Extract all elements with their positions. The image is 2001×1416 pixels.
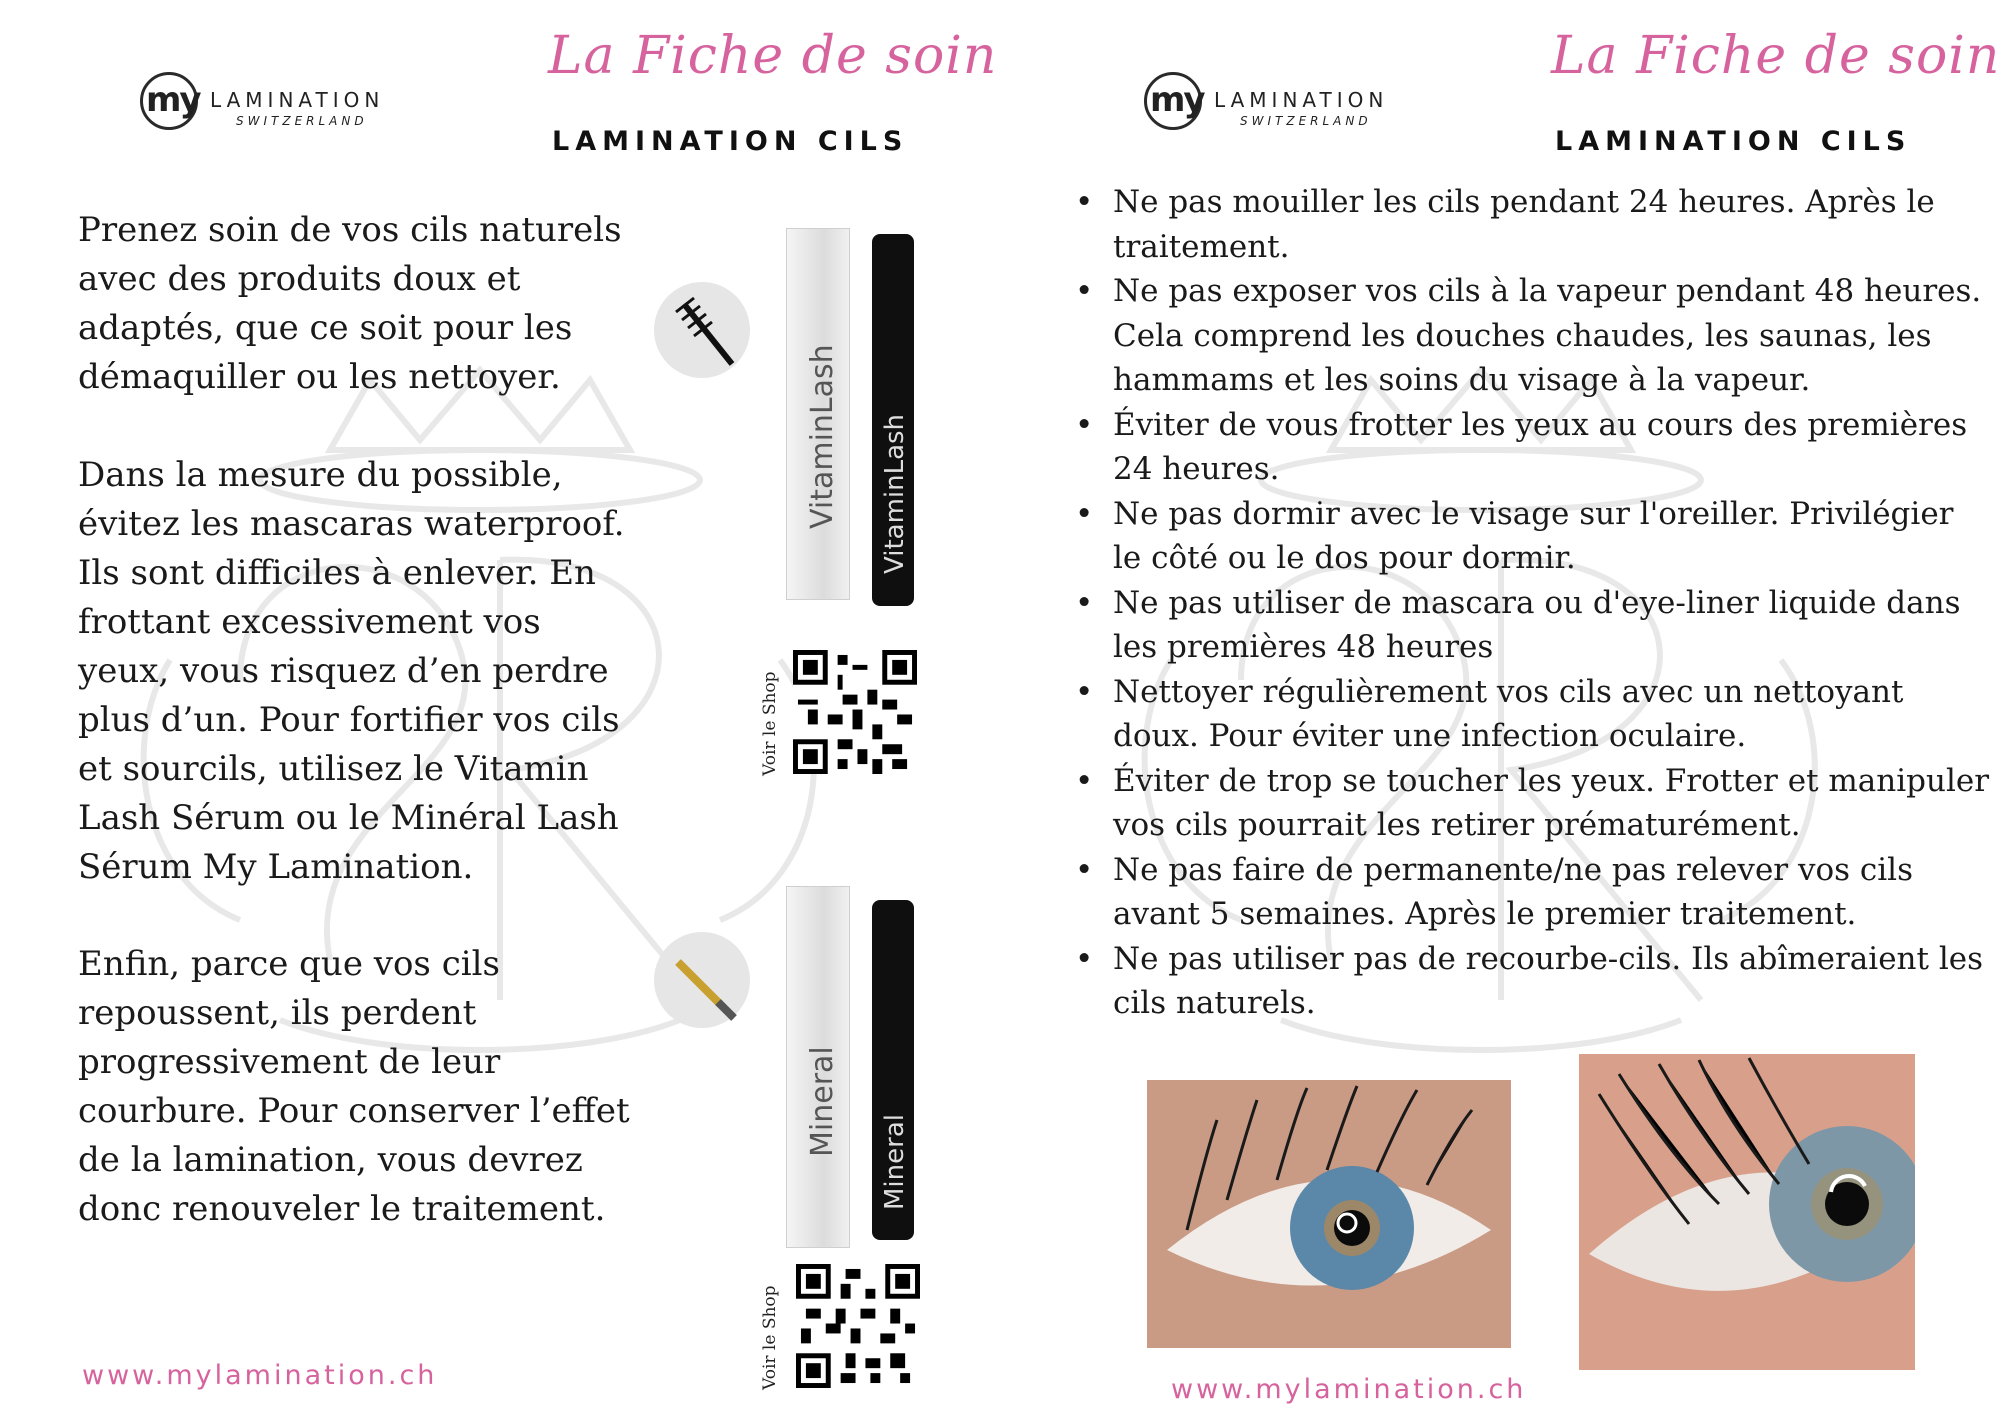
mascara-brush-image (654, 282, 750, 378)
page-title: La Fiche de soin (548, 26, 998, 86)
list-item: • Ne pas utiliser pas de recourbe-cils. Ils abîmeraient les cils naturels. (1101, 937, 1991, 1026)
care-paragraph-1: Prenez soin de vos cils naturels avec des produits doux et adaptés, que ce soit pour les démaquiller ou les nettoyer. (78, 210, 622, 397)
right-page (1001, 0, 2001, 1416)
list-item: • Ne pas utiliser de mascara ou d'eye-liner liquide dans les premières 48 heures (1101, 581, 1991, 670)
list-item: • Ne pas exposer vos cils à la vapeur pendant 48 heures. Cela comprend les douches chaudes, les saunas, les hammams et les soins du visage à la vapeur. (1101, 269, 1991, 403)
vitaminlash-qr-code[interactable] (793, 650, 917, 774)
logo-name: LAMINATION (1214, 88, 1389, 112)
list-item: • Éviter de vous frotter les yeux au cours des premières 24 heures. (1101, 403, 1991, 492)
brand-logo (140, 70, 400, 140)
logo-mark: my (146, 80, 200, 120)
applicator-brush-icon (654, 932, 750, 1028)
eye-photo-1-illustration (1147, 1080, 1511, 1348)
website-url[interactable]: www.mylamination.ch (82, 1360, 438, 1391)
left-page (0, 0, 1000, 1416)
website-url[interactable]: www.mylamination.ch (1171, 1374, 1527, 1405)
vitaminlash-bottle-label: VitaminLash (880, 413, 910, 574)
mineral-box (786, 886, 850, 1248)
vitaminlash-box-label: VitaminLash (805, 344, 840, 529)
list-item: • Éviter de trop se toucher les yeux. Frotter et manipuler vos cils pourrait les retirer prématurément. (1101, 759, 1991, 848)
mineral-bottle (872, 900, 914, 1240)
list-item: • Nettoyer régulièrement vos cils avec un nettoyant doux. Pour éviter une infection oculaire. (1101, 670, 1991, 759)
eye-photo-1 (1147, 1080, 1511, 1348)
list-item: • Ne pas mouiller les cils pendant 24 heures. Après le traitement. (1101, 180, 1991, 269)
vitaminlash-bottle (872, 234, 914, 606)
vitaminlash-shop-label: Voir le Shop (760, 671, 780, 776)
page-subtitle: LAMINATION CILS (1555, 126, 1912, 157)
mineral-shop-label: Voir le Shop (760, 1285, 780, 1390)
logo-mark: my (1150, 80, 1204, 120)
logo-sub: SWITZERLAND (1240, 114, 1372, 128)
page-subtitle: LAMINATION CILS (552, 126, 909, 157)
vitaminlash-box (786, 228, 850, 600)
brand-logo (1144, 70, 1404, 140)
list-item: • Ne pas dormir avec le visage sur l'oreiller. Privilégier le côté ou le dos pour dormir. (1101, 492, 1991, 581)
mineral-box-label: Mineral (805, 1046, 840, 1157)
mineral-bottle-label: Mineral (880, 1114, 910, 1210)
eye-photo-2 (1579, 1054, 1915, 1370)
list-item: • Ne pas faire de permanente/ne pas relever vos cils avant 5 semaines. Après le premier traitement. (1101, 848, 1991, 937)
logo-sub: SWITZERLAND (236, 114, 368, 128)
eye-photo-2-illustration (1579, 1054, 1915, 1370)
care-paragraph-3: Enfin, parce que vos cils repoussent, ils perdent progressivement de leur courbure. Pour conserver l’effet de la lamination, vous devrez donc renouveler le traitement. (78, 944, 630, 1229)
page-title: La Fiche de soin (1551, 26, 2001, 86)
mascara-brush-icon (654, 282, 750, 378)
logo-name: LAMINATION (210, 88, 385, 112)
care-paragraph-2: Dans la mesure du possible, évitez les mascaras waterproof. Ils sont difficiles à enlever. En frottant excessivement vos yeux, vous risquez d’en perdre plus d’un. Pour fortifier vos cils et sourcils, utilisez le Vitamin Lash Sérum ou le Minéral Lash Sérum My Lamination. (78, 455, 625, 887)
mineral-qr-code[interactable] (796, 1264, 920, 1388)
care-tips-list (1101, 180, 1991, 1026)
applicator-brush-image (654, 932, 750, 1028)
